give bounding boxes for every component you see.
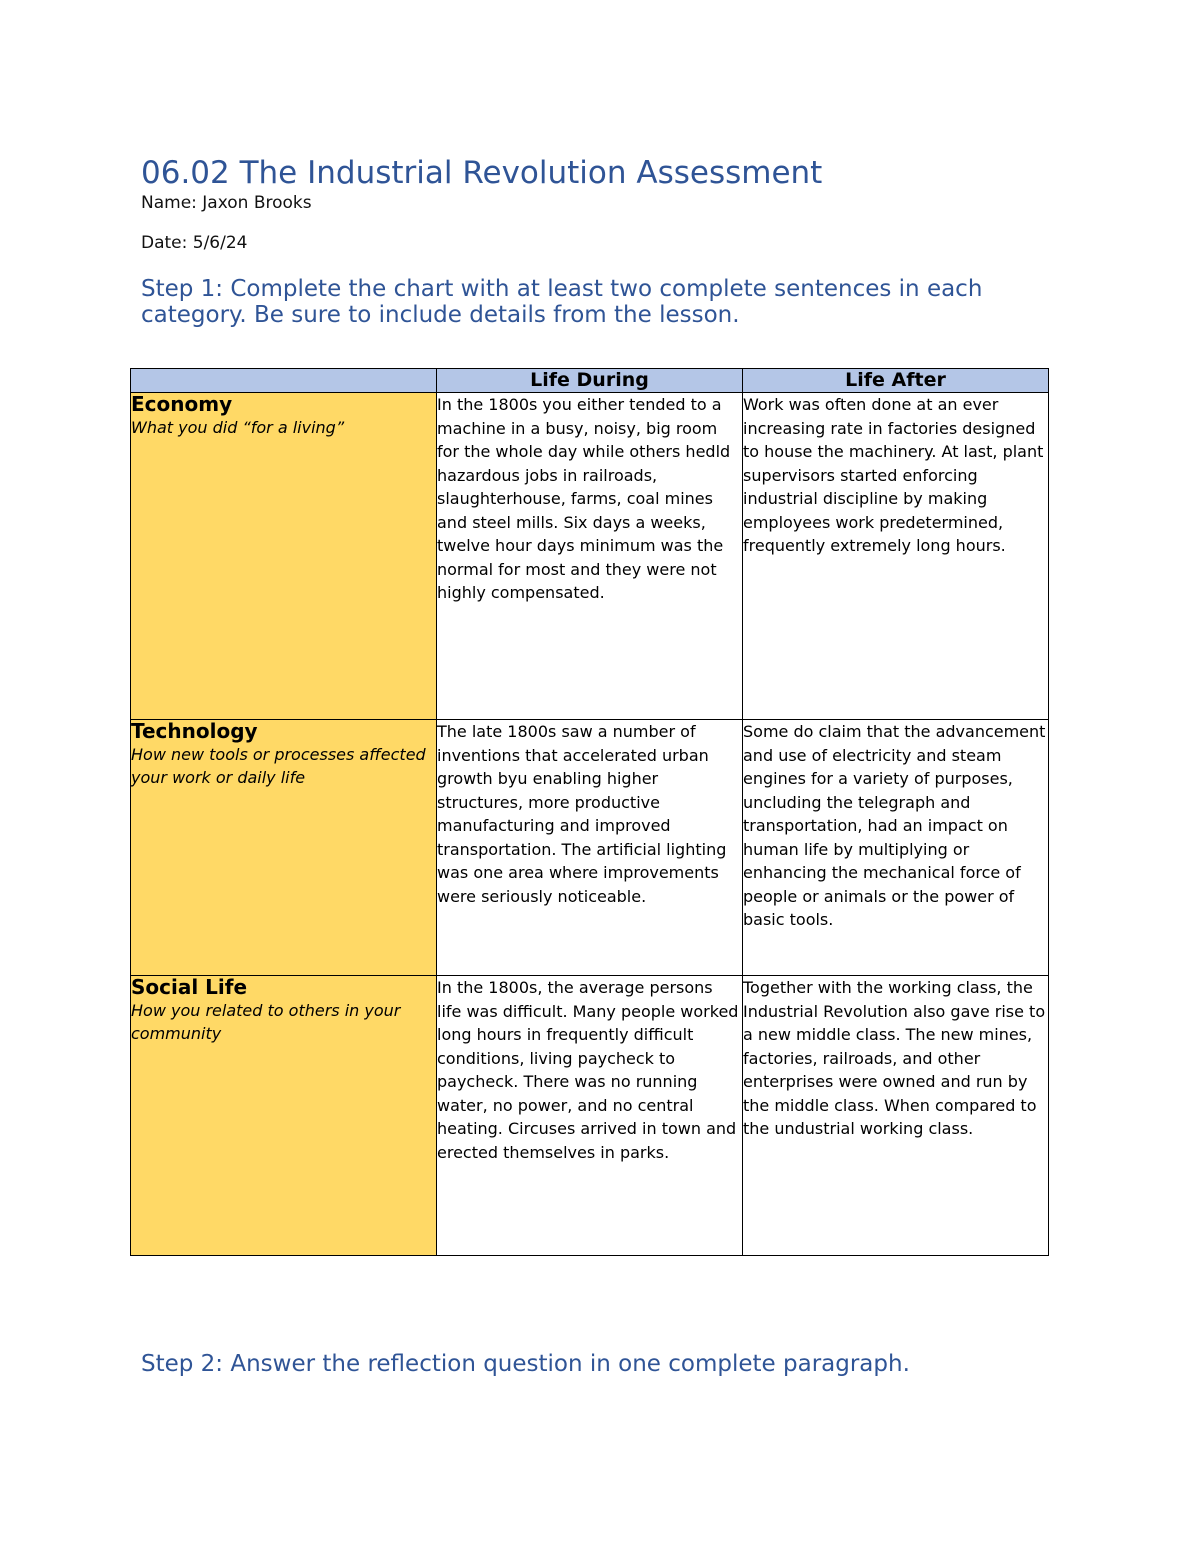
- student-name: Name: Jaxon Brooks: [141, 193, 312, 213]
- category-cell-economy: [131, 393, 437, 720]
- social-life-life-after: Together with the working class, the Industrial Revolution also gave rise to a new middle class. The new mines, factories, railroads, and other enterprises were owned and run by the middle class. When compared to the undustrial working class.: [743, 976, 1049, 1256]
- technology-life-during: The late 1800s saw a number of inventions that accelerated urban growth byu enabling higher structures, more productive manufacturing and improved transportation. The artificial lighting was one area where improvements were seriously noticeable.: [437, 720, 743, 976]
- category-subtitle: How you related to others in your community: [131, 1001, 401, 1043]
- category-cell-technology: [131, 720, 437, 976]
- document-title: 06.02 The Industrial Revolution Assessment: [141, 155, 823, 191]
- category-subtitle: What you did “for a living”: [131, 418, 345, 437]
- header-row: [131, 369, 1049, 393]
- economy-life-during: In the 1800s you either tended to a machine in a busy, noisy, big room for the whole day while others hedld hazardous jobs in railroads, slaughterhouse, farms, coal mines and steel mills. Six days a weeks, twelve hour days minimum was the normal for most and they were not highly compensated.: [437, 393, 743, 720]
- category-title: Social Life: [131, 975, 248, 999]
- header-empty: [131, 369, 437, 393]
- table-row-social-life: [131, 976, 1049, 1256]
- category-title: Technology: [131, 719, 258, 743]
- header-life-during: Life During: [437, 369, 743, 393]
- table-row-technology: [131, 720, 1049, 976]
- table-row-economy: [131, 393, 1049, 720]
- category-title: Economy: [131, 392, 233, 416]
- technology-life-after: Some do claim that the advancement and use of electricity and steam engines for a variety of purposes, uncluding the telegraph and transportation, had an impact on human life by multiplying or enhancing the mechanical force of people or animals or the power of basic tools.: [743, 720, 1049, 976]
- social-life-life-during: In the 1800s, the average persons life was difficult. Many people worked long hours in frequently difficult conditions, living paycheck to paycheck. There was no running water, no power, and no central heating. Circuses arrived in town and erected themselves in parks.: [437, 976, 743, 1256]
- category-subtitle: How new tools or processes affected your work or daily life: [131, 745, 426, 787]
- category-cell-social-life: [131, 976, 437, 1256]
- header-life-after: Life After: [743, 369, 1049, 393]
- economy-life-after: Work was often done at an ever increasing rate in factories designed to house the machinery. At last, plant supervisors started enforcing industrial discipline by making employees work predetermined, frequently extremely long hours.: [743, 393, 1049, 720]
- assessment-date: Date: 5/6/24: [141, 233, 248, 253]
- step-1-instructions: Step 1: Complete the chart with at least two complete sentences in each category. Be sure to include details from the lesson.: [141, 276, 983, 328]
- step-2-instructions: Step 2: Answer the reflection question in one complete paragraph.: [141, 1351, 910, 1377]
- comparison-chart: [130, 368, 1049, 1256]
